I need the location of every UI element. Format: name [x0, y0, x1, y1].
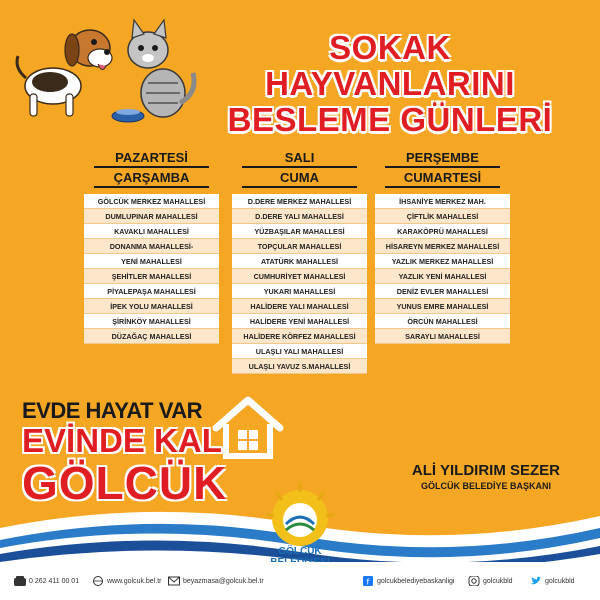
schedule-column-1: [84, 150, 219, 344]
neighborhood-item: ÖRCÜN MAHALLESİ: [375, 314, 510, 329]
neighborhood-item: PİYALEPAŞA MAHALLESİ: [84, 284, 219, 299]
slogan-line-1: EVDE HAYAT VAR: [22, 398, 203, 423]
day-label: SALI: [242, 150, 357, 168]
website-link[interactable]: www.golcuk.bel.tr: [107, 577, 162, 585]
mayor-name: ALİ YILDIRIM SEZER: [411, 462, 560, 479]
day-label: PAZARTESİ: [94, 150, 209, 168]
logo-line-1: GÖLCÜK: [278, 546, 322, 557]
email-icon: [168, 576, 180, 586]
column-header: [232, 150, 367, 188]
day-label: CUMARTESİ: [385, 170, 500, 188]
footer-instagram: [468, 576, 513, 586]
facebook-icon: [362, 576, 374, 586]
svg-text:f: f: [366, 577, 370, 586]
neighborhood-item: DÜZAĞAÇ MAHALLESİ: [84, 329, 219, 344]
house-icon: [212, 396, 284, 460]
neighborhood-item: TOPÇULAR MAHALLESİ: [232, 239, 367, 254]
neighborhood-item: HİSAREYN MERKEZ MAHALLESİ: [375, 239, 510, 254]
day-label: ÇARŞAMBA: [94, 170, 209, 188]
neighborhood-item: ÇİFTLİK MAHALLESİ: [375, 209, 510, 224]
neighborhood-item: YENİ MAHALLESİ: [84, 254, 219, 269]
neighborhood-item: ŞEHİTLER MAHALLESİ: [84, 269, 219, 284]
neighborhood-item: ULAŞLI YALI MAHALLESİ: [232, 344, 367, 359]
neighborhood-item: KAVAKLI MAHALLESİ: [84, 224, 219, 239]
slogan-line-2: EVİNDE KAL: [22, 422, 222, 459]
email-link[interactable]: beyazmasa@golcuk.bel.tr: [183, 577, 264, 585]
neighborhood-item: DUMLUPINAR MAHALLESİ: [84, 209, 219, 224]
footer-facebook: [362, 576, 454, 586]
neighborhood-item: YÜZBAŞILAR MAHALLESİ: [232, 224, 367, 239]
neighborhood-item: ŞİRİNKÖY MAHALLESİ: [84, 314, 219, 329]
neighborhood-item: İHSANİYE MERKEZ MAH.: [375, 194, 510, 209]
neighborhood-item: HALİDERE YENİ MAHALLESİ: [232, 314, 367, 329]
mayor-title: GÖLCÜK BELEDİYE BAŞKANI: [420, 481, 551, 491]
footer-website: [92, 576, 161, 586]
neighborhood-item: CUMHURİYET MAHALLESİ: [232, 269, 367, 284]
instagram-icon: [468, 576, 480, 586]
neighborhood-item: DENİZ EVLER MAHALLESİ: [375, 284, 510, 299]
neighborhood-item: SARAYLI MAHALLESİ: [375, 329, 510, 344]
slogan-line-3: GÖLCÜK: [22, 457, 228, 509]
neighborhood-item: HALİDERE KÖRFEZ MAHALLESİ: [232, 329, 367, 344]
neighborhood-item: YUNUS EMRE MAHALLESİ: [375, 299, 510, 314]
facebook-handle[interactable]: golcukbelediyebaskanligi: [377, 577, 455, 585]
neighborhood-item: DONANMA MAHALLESİ-: [84, 239, 219, 254]
neighborhood-list: [232, 194, 367, 374]
neighborhood-item: ULAŞLI YAVUZ S.MAHALLESİ: [232, 359, 367, 374]
schedule-column-3: [375, 150, 510, 344]
instagram-handle[interactable]: golcukbld: [483, 577, 513, 585]
footer-twitter: [530, 576, 575, 586]
mayor-signature: [412, 462, 560, 491]
globe-icon: [92, 576, 104, 586]
twitter-handle[interactable]: golcukbld: [545, 577, 575, 585]
footer-phone: [14, 576, 79, 586]
phone-number: 0 262 411 00 01: [29, 577, 80, 585]
neighborhood-item: YAZLIK MERKEZ MAHALLESİ: [375, 254, 510, 269]
neighborhood-item: İPEK YOLU MAHALLESİ: [84, 299, 219, 314]
footer-email: [168, 576, 264, 586]
day-label: PERŞEMBE: [385, 150, 500, 168]
sun-emblem-icon: [262, 480, 338, 546]
page-title: [200, 30, 580, 138]
neighborhood-item: KARAKÖPRÜ MAHALLESİ: [375, 224, 510, 239]
neighborhood-item: HALİDERE YALI MAHALLESİ: [232, 299, 367, 314]
day-label: CUMA: [242, 170, 357, 188]
twitter-icon: [530, 576, 542, 586]
phone-icon: [14, 576, 26, 586]
neighborhood-item: ATATÜRK MAHALLESİ: [232, 254, 367, 269]
title-line-1: SOKAK HAYVANLARINI: [265, 29, 515, 102]
title-line-2: BESLEME GÜNLERİ: [227, 101, 553, 138]
neighborhood-list: [84, 194, 219, 344]
column-header: [84, 150, 219, 188]
neighborhood-item: YUKARI MAHALLESİ: [232, 284, 367, 299]
neighborhood-item: YAZLIK YENİ MAHALLESİ: [375, 269, 510, 284]
neighborhood-item: D.DERE MERKEZ MAHALLESİ: [232, 194, 367, 209]
dog-and-cat-illustration: [8, 8, 203, 128]
neighborhood-item: GÖLCÜK MERKEZ MAHALLESİ: [84, 194, 219, 209]
column-header: [375, 150, 510, 188]
schedule-column-2: [232, 150, 367, 374]
neighborhood-item: D.DERE YALI MAHALLESİ: [232, 209, 367, 224]
neighborhood-list: [375, 194, 510, 344]
footer: [0, 562, 600, 600]
